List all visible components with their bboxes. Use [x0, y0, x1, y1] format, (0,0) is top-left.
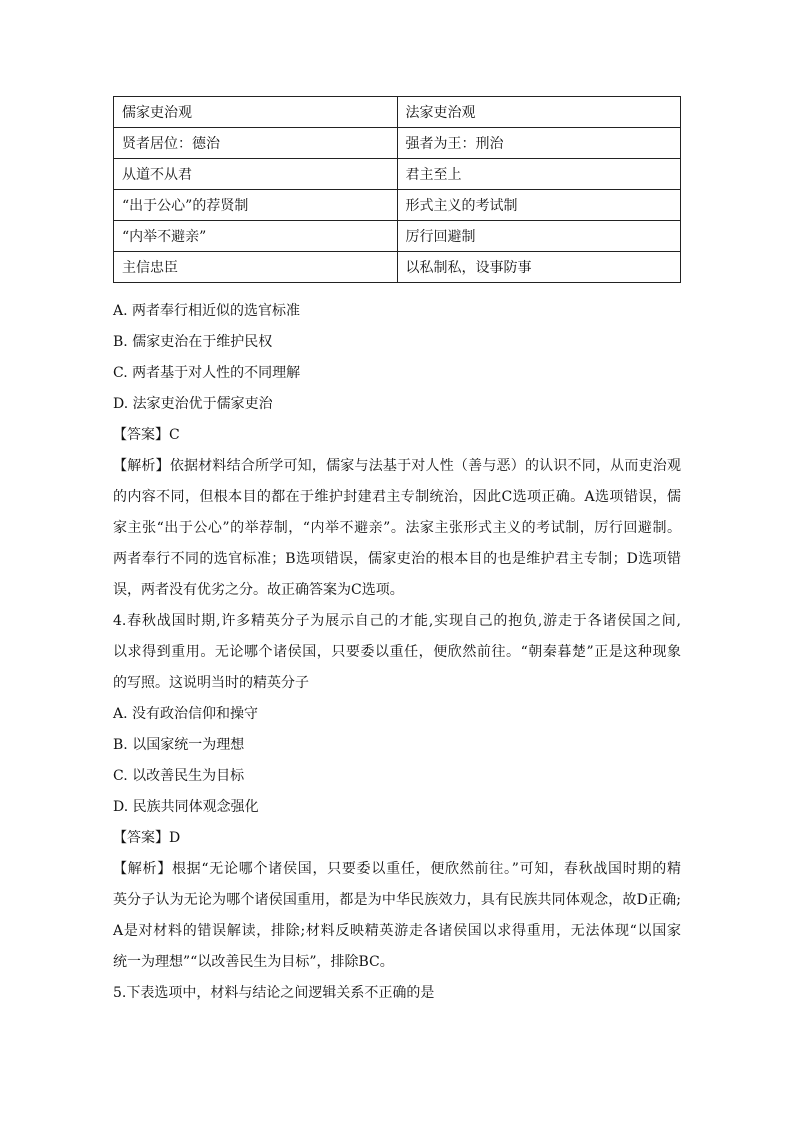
q4-answer: 【答案】D — [113, 830, 181, 846]
analysis-line: 统一为理想”“以改善民生为目标”，排除BC。 — [113, 954, 394, 970]
q4-option-d: D. 民族共同体观念强化 — [113, 799, 259, 815]
stem-line: 的写照。这说明当时的精英分子 — [113, 675, 309, 691]
analysis-line: 家主张“出于公心”的举荐制，“内举不避亲”。法家主张形式主义的考试制，厉行回避制。 — [113, 520, 681, 536]
table-row — [114, 221, 681, 252]
q3-option-a: A. 两者奉行相近似的选官标准 — [113, 303, 301, 319]
table-cell: 法家吏治观 — [397, 97, 681, 128]
table-row — [114, 190, 681, 221]
table-cell: “内举不避亲” — [114, 221, 398, 252]
q4-options — [113, 699, 681, 823]
analysis-line: 英分子认为无论为哪个诸侯国重用，都是为中华民族效力，具有民族共同体观念，故D正确; — [113, 892, 681, 908]
table-cell: 从道不从君 — [114, 159, 398, 190]
q3-analysis — [113, 451, 681, 606]
table-row — [114, 252, 681, 283]
comparison-table — [113, 96, 681, 283]
analysis-line: 的内容不同，但根本目的都在于维护封建君主专制统治，因此C选项正确。A选项错误，儒 — [113, 489, 681, 505]
q5-stem: 5.下表选项中，材料与结论之间逻辑关系不正确的是 — [113, 985, 435, 1001]
q3-options — [113, 296, 681, 420]
q3-option-c: C. 两者基于对人性的不同理解 — [113, 365, 301, 381]
q4-analysis — [113, 854, 681, 978]
question-body — [113, 296, 681, 1009]
table-row — [114, 159, 681, 190]
q4-option-c: C. 以改善民生为目标 — [113, 768, 245, 784]
comparison-table-body — [114, 97, 681, 283]
table-cell: 强者为王：刑治 — [397, 128, 681, 159]
q3-option-b: B. 儒家吏治在于维护民权 — [113, 334, 273, 350]
table-cell: “出于公心”的荐贤制 — [114, 190, 398, 221]
q3-answer: 【答案】C — [113, 427, 180, 443]
q4-option-b: B. 以国家统一为理想 — [113, 737, 245, 753]
table-cell: 形式主义的考试制 — [397, 190, 681, 221]
analysis-line: 误，两者没有优劣之分。故正确答案为C选项。 — [113, 582, 404, 598]
table-cell: 君主至上 — [397, 159, 681, 190]
q4-stem — [113, 606, 681, 699]
stem-line: 4.春秋战国时期,许多精英分子为展示自己的才能,实现自己的抱负,游走于各诸侯国之间, — [113, 613, 681, 629]
table-cell: 贤者居位：德治 — [114, 128, 398, 159]
analysis-line: A是对材料的错误解读，排除;材料反映精英游走各诸侯国以求得重用，无法体现“以国家 — [113, 923, 681, 939]
table-row — [114, 97, 681, 128]
table-cell: 主信忠臣 — [114, 252, 398, 283]
stem-line: 以求得到重用。无论哪个诸侯国，只要委以重任，便欣然前往。“朝秦暮楚”正是这种现象 — [113, 644, 681, 660]
q4-option-a: A. 没有政治信仰和操守 — [113, 706, 259, 722]
table-row — [114, 128, 681, 159]
table-cell: 厉行回避制 — [397, 221, 681, 252]
q3-option-d: D. 法家吏治优于儒家吏治 — [113, 396, 273, 412]
analysis-line: 两者奉行不同的选官标准；B选项错误，儒家吏治的根本目的也是维护君主专制；D选项错 — [113, 551, 681, 567]
analysis-line: 【解析】依据材料结合所学可知，儒家与法基于对人性（善与恶）的认识不同，从而吏治观 — [113, 458, 681, 474]
table-cell: 以私制私，设事防事 — [397, 252, 681, 283]
analysis-line: 【解析】根据“无论哪个诸侯国，只要委以重任，便欣然前往。”可知，春秋战国时期的精 — [113, 861, 681, 877]
table-cell: 儒家吏治观 — [114, 97, 398, 128]
